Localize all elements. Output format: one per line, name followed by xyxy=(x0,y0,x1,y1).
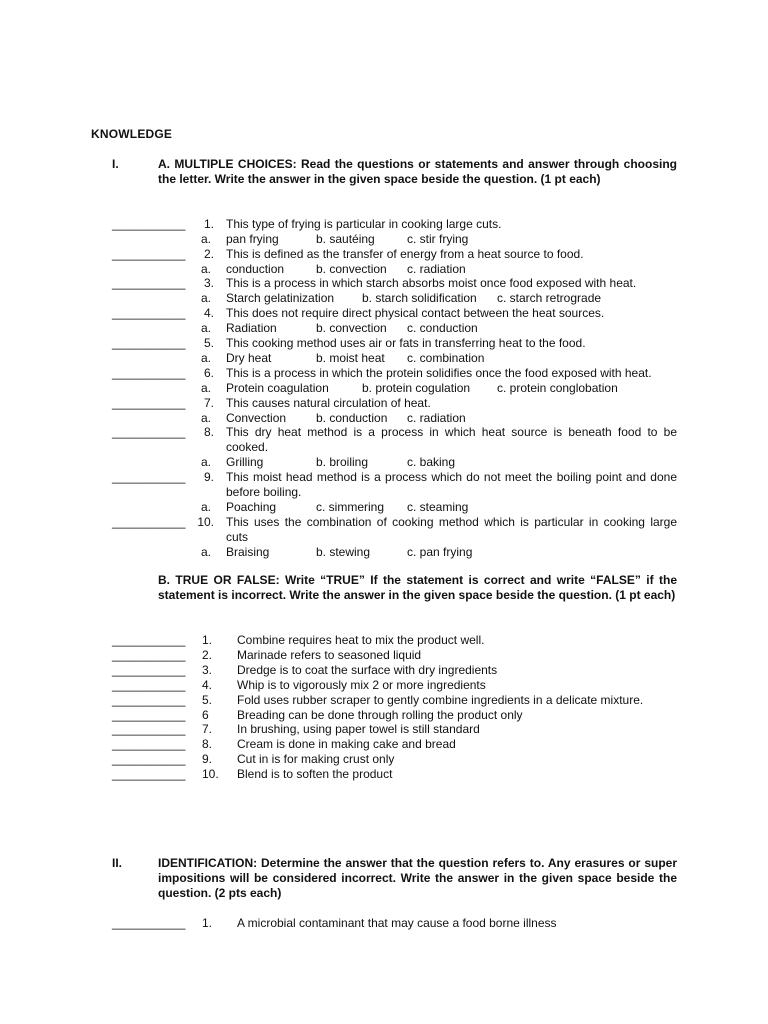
question-number: 1. xyxy=(203,217,214,231)
question-number: 5. xyxy=(203,336,214,350)
identification-instructions xyxy=(158,856,677,900)
item-number: 1. xyxy=(202,916,213,930)
statement-text: Cream is done in making cake and bread xyxy=(237,737,456,752)
choice-option: Grilling xyxy=(226,455,264,469)
choice-option: c. steaming xyxy=(407,500,469,514)
choice-option: Protein coagulation xyxy=(226,381,329,395)
choice-option: c. simmering xyxy=(316,500,385,514)
choice-option: Starch gelatinization xyxy=(226,291,335,305)
choice-letter: a. xyxy=(200,321,211,335)
item-number: 10. xyxy=(202,767,219,782)
answer-blank[interactable]: ___________ xyxy=(112,662,186,677)
choice-option: b. stewing xyxy=(316,545,371,559)
answer-blank[interactable]: ___________ xyxy=(112,217,186,231)
question-number: 7. xyxy=(203,396,214,410)
question-text: This dry heat method is a process in which heat source is beneath food to be cooked. xyxy=(226,425,677,454)
choice-letter: a. xyxy=(200,411,211,425)
question-number: 4. xyxy=(203,306,214,320)
choice-letter: a. xyxy=(200,455,211,469)
choice-option: c. radiation xyxy=(407,411,466,425)
answer-blank[interactable]: ___________ xyxy=(112,633,186,647)
answer-blank[interactable]: ___________ xyxy=(112,336,186,350)
choice-option: b. starch solidification xyxy=(362,291,477,305)
answer-blank[interactable]: ___________ xyxy=(112,425,186,439)
question-text: This moist head method is a process which do not meet the boiling point and done before boiling. xyxy=(226,470,677,499)
choice-letter: a. xyxy=(200,381,211,395)
answer-blank[interactable]: ___________ xyxy=(112,647,186,662)
answer-blank[interactable]: ___________ xyxy=(112,247,186,261)
answer-blank[interactable]: ___________ xyxy=(112,707,186,722)
choice-option: Braising xyxy=(226,545,270,559)
multiple-choice-instructions-text: A. MULTIPLE CHOICES: Read the questions or statements and answer through choosing the letter. Write the answer in the given space beside the question. (1 pt each) xyxy=(158,157,677,186)
choice-option: b. convection xyxy=(316,262,387,276)
choice-option: pan frying xyxy=(226,232,279,246)
choice-option: b. protein cogulation xyxy=(362,381,471,395)
choice-option: b. convection xyxy=(316,321,387,335)
answer-blank[interactable]: ___________ xyxy=(112,722,186,737)
item-number: 1. xyxy=(202,633,213,647)
statement-text: Cut in is for making crust only xyxy=(237,752,395,767)
statement-text: Marinade refers to seasoned liquid xyxy=(237,647,422,662)
choice-option: c. baking xyxy=(407,455,456,469)
question-number: 3. xyxy=(203,276,214,290)
statement-text: Combine requires heat to mix the product well. xyxy=(237,633,485,647)
part-two-numeral: II. xyxy=(112,856,123,870)
item-number: 6 xyxy=(202,707,209,722)
answer-blank[interactable]: ___________ xyxy=(112,737,186,752)
question-number: 6. xyxy=(203,366,214,380)
choice-letter: a. xyxy=(200,500,211,514)
choice-option: conduction xyxy=(226,262,285,276)
item-number: 2. xyxy=(202,647,213,662)
choice-option: Poaching xyxy=(226,500,277,514)
true-false-instructions xyxy=(158,573,677,603)
choice-option: b. moist heat xyxy=(316,351,385,365)
statement-text: Fold uses rubber scraper to gently combine ingredients in a delicate mixture. xyxy=(237,692,644,707)
true-false-instructions-text: B. TRUE OR FALSE: Write “TRUE” If the statement is correct and write “FALSE” if the statement is incorrect. Write the answer in the given space beside the question. (1 pt each) xyxy=(158,573,677,602)
statement-text: Blend is to soften the product xyxy=(237,767,393,782)
question-text: A microbial contaminant that may cause a food borne illness xyxy=(237,916,557,930)
part-one-numeral: I. xyxy=(112,157,119,171)
question-text: This type of frying is particular in cooking large cuts. xyxy=(226,217,502,231)
statement-text: Dredge is to coat the surface with dry ingredients xyxy=(237,662,498,677)
question-text: This causes natural circulation of heat. xyxy=(226,396,431,410)
question-text: This is a process in which starch absorbs moist once food exposed with heat. xyxy=(226,276,637,290)
section-heading: KNOWLEDGE xyxy=(91,127,173,141)
answer-blank[interactable]: ___________ xyxy=(112,515,186,529)
answer-blank[interactable]: ___________ xyxy=(112,677,186,692)
question-number: 8. xyxy=(203,425,214,439)
choice-letter: a. xyxy=(200,232,211,246)
question-text: This is a process in which the protein solidifies once the food exposed with heat. xyxy=(226,366,652,380)
answer-blank[interactable]: ___________ xyxy=(112,276,186,290)
question-text: This cooking method uses air or fats in transferring heat to the food. xyxy=(226,336,586,350)
item-number: 8. xyxy=(202,737,213,752)
statement-text: In brushing, using paper towel is still standard xyxy=(237,722,480,737)
item-number: 9. xyxy=(202,752,213,767)
choice-letter: a. xyxy=(200,262,211,276)
choice-letter: a. xyxy=(200,351,211,365)
choice-option: c. radiation xyxy=(407,262,466,276)
answer-blank[interactable]: ___________ xyxy=(112,366,186,380)
choice-option: c. starch retrograde xyxy=(497,291,602,305)
answer-blank[interactable]: ___________ xyxy=(112,306,186,320)
answer-blank[interactable]: ___________ xyxy=(112,470,186,484)
choice-option: c. combination xyxy=(407,351,485,365)
question-text: This does not require direct physical contact between the heat sources. xyxy=(226,306,605,320)
choice-option: Dry heat xyxy=(226,351,272,365)
item-number: 5. xyxy=(202,692,213,707)
question-number: 2. xyxy=(203,247,214,261)
item-number: 4. xyxy=(202,677,213,692)
multiple-choice-instructions xyxy=(158,157,677,187)
answer-blank[interactable]: ___________ xyxy=(112,916,186,930)
question-number: 10. xyxy=(197,515,214,529)
identification-instructions-text: IDENTIFICATION: Determine the answer that the question refers to. Any erasures or super impositions will be considered incorrect. Write the answer in the given space beside the question. (2 pts each) xyxy=(158,856,677,900)
statement-text: Breading can be done through rolling the product only xyxy=(237,707,523,722)
answer-blank[interactable]: ___________ xyxy=(112,767,186,782)
item-number: 3. xyxy=(202,662,213,677)
answer-blank[interactable]: ___________ xyxy=(112,752,186,767)
choice-option: Radiation xyxy=(226,321,277,335)
statement-text: Whip is to vigorously mix 2 or more ingredients xyxy=(237,677,486,692)
question-text: This is defined as the transfer of energy from a heat source to food. xyxy=(226,247,584,261)
choice-option: c. stir frying xyxy=(407,232,469,246)
answer-blank[interactable]: ___________ xyxy=(112,396,186,410)
choice-option: b. conduction xyxy=(316,411,388,425)
choice-option: c. pan frying xyxy=(407,545,473,559)
choice-letter: a. xyxy=(200,291,211,305)
choice-option: c. conduction xyxy=(407,321,478,335)
item-number: 7. xyxy=(202,722,213,737)
question-text: This uses the combination of cooking method which is particular in cooking large cuts xyxy=(226,515,677,544)
choice-option: Convection xyxy=(226,411,287,425)
choice-option: c. protein conglobation xyxy=(497,381,618,395)
answer-blank[interactable]: ___________ xyxy=(112,692,186,707)
choice-option: b. broiling xyxy=(316,455,369,469)
choice-option: b. sautéing xyxy=(316,232,375,246)
choice-letter: a. xyxy=(200,545,211,559)
question-number: 9. xyxy=(203,470,214,484)
